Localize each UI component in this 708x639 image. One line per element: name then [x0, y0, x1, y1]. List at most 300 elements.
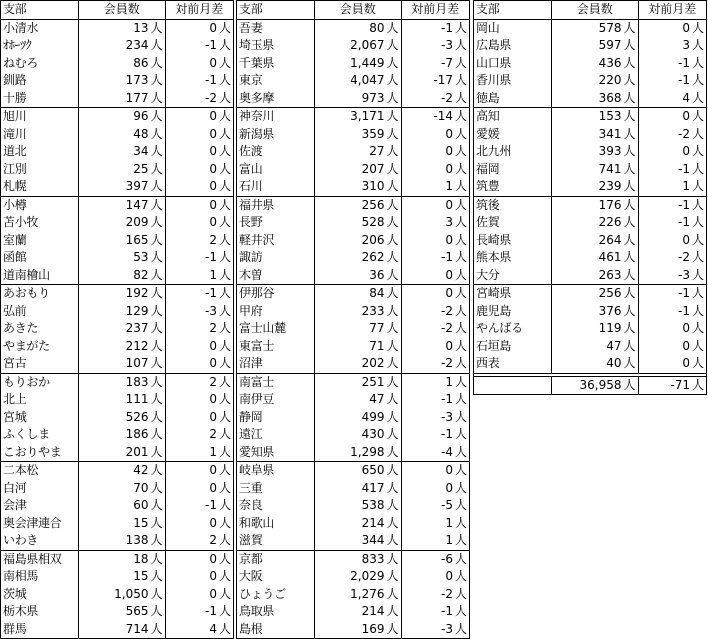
total-member-unit: 人 — [624, 376, 639, 395]
month-diff: -1 — [678, 286, 691, 301]
diff-unit: 人 — [219, 285, 234, 303]
table-row — [474, 19, 707, 37]
table-row — [237, 214, 470, 232]
month-diff: -6 — [441, 551, 454, 566]
month-diff: 0 — [445, 569, 454, 584]
month-diff: -1 — [205, 286, 218, 301]
diff-unit: 人 — [455, 462, 470, 480]
member-count: 147 — [125, 197, 149, 212]
month-diff: 0 — [638, 355, 692, 373]
header-row — [237, 1, 470, 20]
table-row — [237, 90, 470, 108]
member-unit: 人 — [151, 462, 166, 480]
member-unit: 人 — [151, 214, 166, 232]
month-diff: -2 — [165, 90, 219, 108]
diff-unit: 人 — [455, 480, 470, 498]
header-members: 会員数 — [79, 1, 166, 20]
diff-unit: 人 — [219, 586, 234, 604]
branch-name: 木曽 — [237, 267, 315, 285]
member-count: 256 — [361, 197, 385, 212]
table-row — [474, 143, 707, 161]
member-count: 25 — [133, 161, 149, 176]
branch-name: やまがた — [1, 338, 79, 356]
member-count: 234 — [125, 38, 149, 53]
month-diff: 0 — [209, 215, 218, 230]
month-diff: 1 — [401, 178, 455, 196]
diff-unit: 人 — [692, 72, 707, 90]
diff-unit: 人 — [455, 320, 470, 338]
member-count: 36 — [315, 267, 387, 285]
member-count: 34 — [133, 144, 149, 159]
member-unit: 人 — [624, 19, 639, 37]
member-unit: 人 — [624, 214, 639, 232]
diff-unit: 人 — [219, 196, 234, 214]
member-count: 233 — [361, 303, 385, 318]
month-diff: -2 — [441, 321, 454, 336]
diff-unit: 人 — [692, 90, 707, 108]
table-row — [237, 621, 470, 639]
diff-unit: 人 — [455, 55, 470, 73]
month-diff: 0 — [445, 338, 454, 353]
member-count: 2,029 — [350, 569, 385, 584]
table-row — [474, 161, 707, 179]
month-diff: -2 — [401, 90, 455, 108]
month-diff: 0 — [682, 321, 691, 336]
diff-unit: 人 — [455, 19, 470, 37]
member-unit: 人 — [624, 320, 639, 338]
diff-unit: 人 — [219, 232, 234, 250]
member-unit: 人 — [151, 126, 166, 144]
header-row — [474, 1, 707, 20]
branch-name: 山口県 — [474, 55, 552, 73]
branch-table-2 — [236, 0, 470, 639]
member-count: 237 — [125, 321, 149, 336]
table-row — [474, 249, 707, 267]
diff-unit: 人 — [692, 303, 707, 321]
branch-name: 会津 — [1, 497, 79, 515]
month-diff: -3 — [441, 409, 454, 424]
member-unit: 人 — [151, 621, 166, 639]
month-diff: 0 — [209, 55, 218, 70]
member-unit: 人 — [387, 214, 402, 232]
month-diff: 3 — [445, 215, 454, 230]
table-row — [237, 232, 470, 250]
month-diff: 2 — [165, 532, 219, 550]
member-count: 70 — [133, 480, 149, 495]
diff-unit: 人 — [219, 426, 234, 444]
branch-name: 千葉県 — [237, 55, 315, 73]
branch-name: 甲府 — [237, 303, 315, 321]
member-count: 176 — [598, 197, 622, 212]
member-count: 578 — [598, 20, 622, 35]
branch-name: 熊本県 — [474, 249, 552, 267]
member-unit: 人 — [387, 19, 402, 37]
month-diff: 2 — [209, 374, 218, 389]
month-diff: 1 — [445, 515, 454, 530]
member-unit: 人 — [151, 355, 166, 373]
member-unit: 人 — [151, 515, 166, 533]
month-diff: 0 — [209, 586, 218, 601]
month-diff: 0 — [209, 161, 218, 176]
month-diff: -14 — [433, 109, 454, 124]
member-count: 202 — [315, 355, 387, 373]
member-unit: 人 — [151, 55, 166, 73]
table-row — [1, 462, 234, 480]
month-diff: 0 — [445, 126, 454, 141]
diff-unit: 人 — [455, 515, 470, 533]
member-count: 2,067 — [350, 38, 385, 53]
table-row — [1, 480, 234, 498]
month-diff: -1 — [678, 55, 691, 70]
diff-unit: 人 — [219, 72, 234, 90]
diff-unit: 人 — [219, 55, 234, 73]
member-unit: 人 — [387, 586, 402, 604]
member-unit: 人 — [387, 161, 402, 179]
month-diff: -7 — [441, 55, 454, 70]
branch-name: 滋賀 — [237, 532, 315, 550]
table-row — [1, 37, 234, 55]
member-unit: 人 — [624, 355, 639, 373]
branch-name: 宮城 — [1, 409, 79, 427]
diff-unit: 人 — [455, 90, 470, 108]
table-row — [1, 303, 234, 321]
member-unit: 人 — [151, 196, 166, 214]
table-row — [237, 444, 470, 462]
table-row — [1, 267, 234, 285]
member-count: 129 — [125, 303, 149, 318]
diff-unit: 人 — [455, 143, 470, 161]
month-diff: 0 — [445, 232, 454, 247]
member-count: 165 — [125, 232, 149, 247]
branch-table-1 — [0, 0, 234, 639]
month-diff: 0 — [209, 515, 218, 530]
member-count: 436 — [598, 55, 622, 70]
table-row — [1, 497, 234, 515]
member-count: 53 — [133, 250, 149, 265]
member-count: 183 — [125, 374, 149, 389]
diff-unit: 人 — [219, 126, 234, 144]
diff-unit: 人 — [692, 108, 707, 126]
diff-unit: 人 — [455, 355, 470, 373]
branch-name: 静岡 — [237, 409, 315, 427]
member-count: 417 — [361, 480, 385, 495]
member-unit: 人 — [387, 90, 402, 108]
branch-name: 大分 — [474, 267, 552, 285]
branch-name: 十勝 — [1, 90, 79, 108]
month-diff: 3 — [682, 38, 691, 53]
branch-name: 佐渡 — [237, 143, 315, 161]
member-count: 4,047 — [350, 73, 385, 88]
month-diff: 0 — [209, 463, 218, 478]
branch-name: 遠江 — [237, 426, 315, 444]
month-diff: 0 — [682, 338, 691, 353]
member-count: 973 — [315, 90, 387, 108]
member-unit: 人 — [151, 426, 166, 444]
header-members: 会員数 — [552, 1, 639, 20]
diff-unit: 人 — [692, 143, 707, 161]
member-count: 107 — [79, 355, 151, 373]
member-count: 60 — [133, 498, 149, 513]
member-unit: 人 — [151, 391, 166, 409]
branch-name: 愛知県 — [237, 444, 315, 462]
month-diff: -1 — [678, 197, 691, 212]
month-diff: 0 — [209, 144, 218, 159]
branch-name: あおもり — [1, 285, 79, 303]
diff-unit: 人 — [219, 214, 234, 232]
member-unit: 人 — [151, 249, 166, 267]
member-count: 1,050 — [114, 586, 149, 601]
diff-unit: 人 — [219, 161, 234, 179]
table-row — [237, 373, 470, 391]
month-diff: -2 — [678, 250, 691, 265]
table-row — [1, 143, 234, 161]
month-diff: -1 — [205, 498, 218, 513]
month-diff: 0 — [445, 286, 454, 301]
month-diff: 1 — [401, 532, 455, 550]
member-unit: 人 — [151, 480, 166, 498]
total-row — [474, 376, 707, 395]
branch-name: 茨城 — [1, 586, 79, 604]
branch-name: 北上 — [1, 391, 79, 409]
branch-name: 埼玉県 — [237, 37, 315, 55]
member-unit: 人 — [624, 90, 639, 108]
month-diff: 1 — [165, 267, 219, 285]
table-row — [1, 426, 234, 444]
diff-unit: 人 — [219, 409, 234, 427]
member-unit: 人 — [387, 232, 402, 250]
table-row — [237, 480, 470, 498]
member-unit: 人 — [387, 355, 402, 373]
table-row — [474, 355, 707, 373]
table-row — [237, 37, 470, 55]
diff-unit: 人 — [692, 249, 707, 267]
member-unit: 人 — [624, 72, 639, 90]
member-count: 42 — [133, 463, 149, 478]
table-row — [474, 55, 707, 73]
table-row — [474, 196, 707, 214]
member-count: 714 — [79, 621, 151, 639]
diff-unit: 人 — [692, 178, 707, 196]
member-count: 341 — [598, 126, 622, 141]
branch-name: あきた — [1, 320, 79, 338]
table-row — [1, 320, 234, 338]
diff-unit: 人 — [455, 72, 470, 90]
header-branch: 支部 — [237, 1, 315, 20]
member-count: 226 — [598, 215, 622, 230]
table-row — [1, 178, 234, 196]
table-row — [1, 532, 234, 550]
month-diff: -1 — [441, 392, 454, 407]
branch-name: 奥会津連合 — [1, 515, 79, 533]
diff-unit: 人 — [219, 444, 234, 462]
member-unit: 人 — [624, 267, 639, 285]
member-count: 650 — [361, 463, 385, 478]
member-count: 173 — [125, 73, 149, 88]
member-unit: 人 — [151, 285, 166, 303]
total-diff: -71 — [638, 376, 692, 395]
month-diff: -5 — [441, 498, 454, 513]
diff-unit: 人 — [219, 603, 234, 621]
diff-unit: 人 — [219, 621, 234, 639]
diff-unit: 人 — [455, 532, 470, 550]
member-count: 393 — [598, 144, 622, 159]
member-unit: 人 — [151, 178, 166, 196]
month-diff: 1 — [445, 374, 454, 389]
diff-unit: 人 — [219, 37, 234, 55]
member-count: 430 — [361, 427, 385, 442]
diff-unit: 人 — [455, 303, 470, 321]
table-row — [237, 161, 470, 179]
branch-name: 鳥取県 — [237, 603, 315, 621]
month-diff: -1 — [441, 250, 454, 265]
table-row — [474, 320, 707, 338]
branch-name: 和歌山 — [237, 515, 315, 533]
month-diff: 0 — [209, 20, 218, 35]
diff-unit: 人 — [455, 550, 470, 568]
diff-unit: 人 — [692, 55, 707, 73]
member-unit: 人 — [624, 161, 639, 179]
table-row — [1, 568, 234, 586]
table-row — [237, 72, 470, 90]
diff-unit: 人 — [692, 19, 707, 37]
branch-name: 苫小牧 — [1, 214, 79, 232]
member-unit: 人 — [151, 603, 166, 621]
member-unit: 人 — [387, 409, 402, 427]
member-unit: 人 — [387, 550, 402, 568]
month-diff: 0 — [209, 409, 218, 424]
diff-unit: 人 — [455, 196, 470, 214]
month-diff: -1 — [441, 604, 454, 619]
branch-name: 白河 — [1, 480, 79, 498]
header-row — [1, 1, 234, 20]
table-row — [1, 72, 234, 90]
member-count: 80 — [369, 20, 385, 35]
table-row — [474, 108, 707, 126]
member-unit: 人 — [151, 143, 166, 161]
member-unit: 人 — [624, 196, 639, 214]
table-row — [237, 196, 470, 214]
diff-unit: 人 — [219, 515, 234, 533]
header-members: 会員数 — [315, 1, 402, 20]
branch-name: 福岡 — [474, 161, 552, 179]
diff-unit: 人 — [219, 568, 234, 586]
member-count: 206 — [361, 232, 385, 247]
total-diff-unit: 人 — [692, 376, 707, 395]
table-row — [1, 586, 234, 604]
member-count: 239 — [552, 178, 624, 196]
branch-name: いわき — [1, 532, 79, 550]
member-count: 538 — [361, 498, 385, 513]
member-count: 27 — [369, 144, 385, 159]
diff-unit: 人 — [692, 338, 707, 356]
month-diff: 0 — [445, 480, 454, 495]
branch-name: 旭川 — [1, 108, 79, 126]
member-count: 47 — [606, 338, 622, 353]
table-row — [237, 550, 470, 568]
branch-name: 島根 — [237, 621, 315, 639]
table-row — [237, 320, 470, 338]
month-diff: 0 — [445, 197, 454, 212]
member-unit: 人 — [387, 143, 402, 161]
member-count: 526 — [125, 409, 149, 424]
month-diff: 0 — [445, 463, 454, 478]
diff-unit: 人 — [219, 462, 234, 480]
month-diff: -1 — [441, 427, 454, 442]
diff-unit: 人 — [455, 409, 470, 427]
branch-name: 長野 — [237, 214, 315, 232]
branch-name: 伊那谷 — [237, 285, 315, 303]
branch-name: 高知 — [474, 108, 552, 126]
branch-name: ひょうご — [237, 586, 315, 604]
branch-name: 大阪 — [237, 568, 315, 586]
table-row — [1, 126, 234, 144]
member-count: 212 — [125, 338, 149, 353]
month-diff: -1 — [441, 20, 454, 35]
header-branch: 支部 — [474, 1, 552, 20]
branch-name: 南相馬 — [1, 568, 79, 586]
table-row — [474, 285, 707, 303]
branch-name: 新潟県 — [237, 126, 315, 144]
member-count: 82 — [79, 267, 151, 285]
branch-name: 小樽 — [1, 196, 79, 214]
member-unit: 人 — [151, 108, 166, 126]
branch-name: 札幌 — [1, 178, 79, 196]
table-row — [1, 338, 234, 356]
table-row — [237, 249, 470, 267]
month-diff: 0 — [165, 178, 219, 196]
branch-name: もりおか — [1, 373, 79, 391]
branch-name: 鹿児島 — [474, 303, 552, 321]
member-unit: 人 — [151, 90, 166, 108]
member-unit: 人 — [151, 303, 166, 321]
table-row — [1, 161, 234, 179]
member-unit: 人 — [387, 444, 402, 462]
branch-name: 神奈川 — [237, 108, 315, 126]
member-count: 84 — [369, 286, 385, 301]
table-row — [474, 267, 707, 285]
diff-unit: 人 — [692, 232, 707, 250]
month-diff: 2 — [209, 427, 218, 442]
month-diff: -1 — [205, 604, 218, 619]
branch-name: 南富士 — [237, 373, 315, 391]
month-diff: 4 — [638, 90, 692, 108]
branch-name: こおりやま — [1, 444, 79, 462]
member-count: 368 — [552, 90, 624, 108]
diff-unit: 人 — [219, 550, 234, 568]
branch-name: 宮崎県 — [474, 285, 552, 303]
month-diff: 0 — [682, 109, 691, 124]
month-diff: 0 — [209, 338, 218, 353]
member-count: 263 — [552, 267, 624, 285]
diff-unit: 人 — [455, 178, 470, 196]
month-diff: -3 — [441, 38, 454, 53]
table-row — [237, 285, 470, 303]
branch-name: 福井県 — [237, 196, 315, 214]
table-row — [474, 303, 707, 321]
member-unit: 人 — [624, 178, 639, 196]
branch-name: 福島県相双 — [1, 550, 79, 568]
member-unit: 人 — [387, 515, 402, 533]
diff-unit: 人 — [455, 126, 470, 144]
branch-name: ｵﾎｰﾂｸ — [1, 37, 79, 55]
member-unit: 人 — [151, 586, 166, 604]
branch-name: 岡山 — [474, 19, 552, 37]
branch-name: 沼津 — [237, 355, 315, 373]
member-unit: 人 — [624, 143, 639, 161]
branch-name: 香川県 — [474, 72, 552, 90]
diff-unit: 人 — [219, 19, 234, 37]
diff-unit: 人 — [455, 108, 470, 126]
